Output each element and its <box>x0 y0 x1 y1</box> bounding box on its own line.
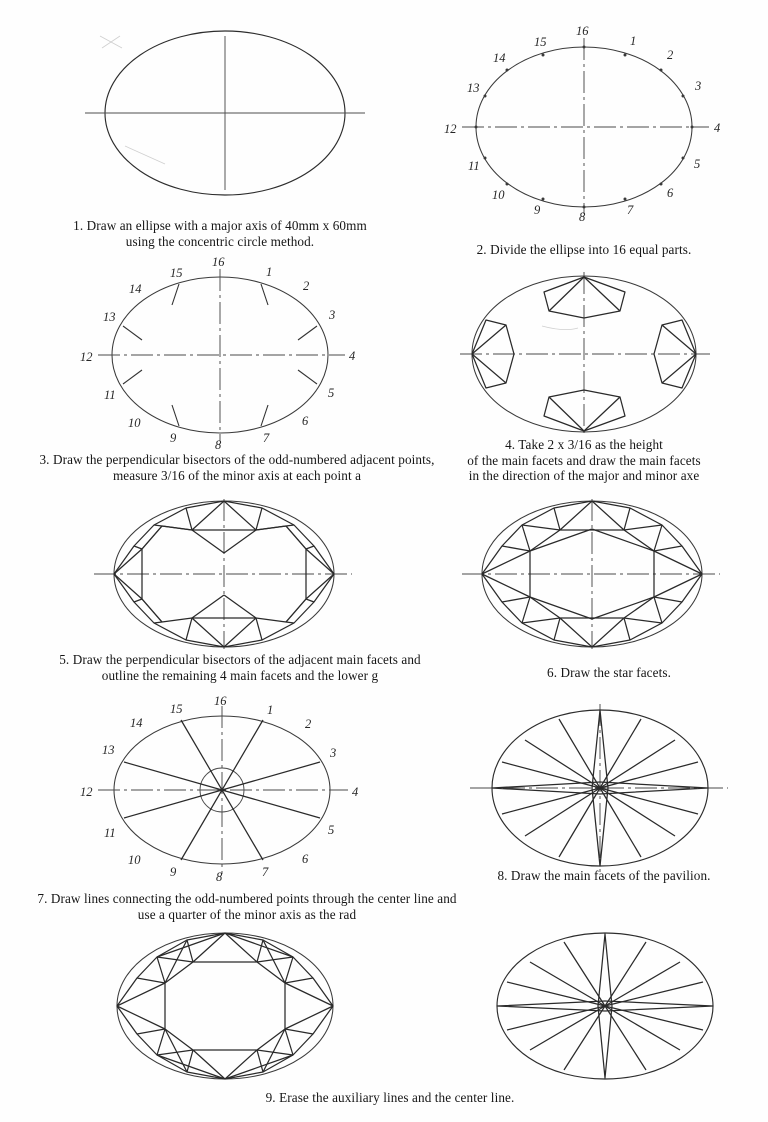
figure-step-6 <box>432 496 762 651</box>
label-8: 8 <box>216 870 223 884</box>
division-point-10 <box>506 183 509 186</box>
division-point-6 <box>660 183 663 186</box>
label-12: 12 <box>444 122 457 136</box>
table-outline <box>165 962 285 1050</box>
facet-edge-g <box>306 546 334 574</box>
label-11: 11 <box>104 826 116 840</box>
label-9: 9 <box>170 431 177 445</box>
caption-step-9 <box>180 1090 600 1106</box>
label-7: 7 <box>263 431 270 445</box>
ray-10 <box>530 1006 605 1050</box>
ray-15 <box>564 942 605 1006</box>
division-point-2 <box>660 69 663 72</box>
caption-step-9-line-1: 9. Erase the auxiliary lines and the center line. <box>265 1090 515 1105</box>
label-6: 6 <box>302 852 309 866</box>
figure-step-5 <box>62 496 392 651</box>
tick-point-5 <box>298 370 317 384</box>
ray-9 <box>559 788 600 857</box>
pencil-smudge <box>542 326 578 330</box>
main-facet-bottom-ribs <box>549 397 620 431</box>
pavilion-ray-lines <box>497 934 713 1078</box>
ray-6 <box>605 1006 680 1050</box>
pencil-smudge-bottomleft <box>125 146 165 164</box>
label-4: 4 <box>352 785 359 799</box>
ellipse-16-divisions-svg <box>424 22 754 222</box>
division-point-16 <box>583 46 586 49</box>
pavilion-main-facets-svg <box>440 700 768 865</box>
facet-right <box>285 983 333 1029</box>
facet-edge-d <box>224 618 294 647</box>
facet-edge-f <box>114 574 142 602</box>
division-point-3 <box>682 95 685 98</box>
label-14: 14 <box>129 282 142 296</box>
caption-step-8-line-1: 8. Draw the main facets of the pavilion. <box>497 868 711 883</box>
label-2: 2 <box>303 279 310 293</box>
division-point-5 <box>682 157 685 160</box>
plain-ellipse-with-axes-svg <box>60 18 390 208</box>
label-14: 14 <box>493 51 506 65</box>
label-6: 6 <box>667 186 674 200</box>
label-1: 1 <box>630 34 637 48</box>
caption-step-1-line-2: using the concentric circle method. <box>125 233 315 249</box>
facet-rib-right <box>285 978 313 1034</box>
label-9: 9 <box>170 865 177 879</box>
caption-step-4-line-2: of the main facets and draw the main facets <box>467 452 701 468</box>
tick-point-1 <box>261 284 268 305</box>
label-3: 3 <box>329 308 336 322</box>
facet-edge-a <box>154 501 224 530</box>
division-number-labels <box>444 24 720 224</box>
label-5: 5 <box>694 157 701 171</box>
facet-rib-top <box>187 940 263 962</box>
label-1: 1 <box>267 703 274 717</box>
main-facet-top <box>544 277 625 318</box>
finished-pavilion-svg <box>445 928 768 1083</box>
ray-3 <box>605 982 703 1006</box>
odd-point-diagonals-svg <box>62 694 392 884</box>
ray-2 <box>600 740 675 788</box>
caption-step-4 <box>400 437 768 484</box>
caption-step-3-line-2: measure 3/16 of the minor axis at each point a <box>112 467 362 483</box>
caption-step-4-line-3: in the direction of the major and minor axe <box>468 468 700 483</box>
girdle-polygon <box>117 933 333 1079</box>
tick-point-11 <box>123 370 142 384</box>
facet-upper-right <box>257 957 293 983</box>
outer-girdle-outline <box>117 933 333 1079</box>
facet-upper-left <box>157 957 193 983</box>
label-13: 13 <box>467 81 480 95</box>
figure-step-4 <box>424 266 754 441</box>
caption-step-1-line-1: 1. Draw an ellipse with a major axis of 40mm x 60mm <box>73 218 367 233</box>
ray-7 <box>600 788 641 857</box>
label-13: 13 <box>103 310 116 324</box>
ray-9 <box>564 1006 605 1070</box>
ellipse-outline <box>117 933 333 1079</box>
caption-step-5-line-1: 5. Draw the perpendicular bisectors of the adjacent main facets and <box>59 652 421 667</box>
ray-8 <box>598 1006 612 1078</box>
division-point-12 <box>475 126 478 129</box>
caption-step-1 <box>20 218 420 249</box>
ray-10 <box>525 788 600 836</box>
facet-rib-left <box>137 978 165 1034</box>
figure-step-3 <box>60 255 390 450</box>
ellipse-bisector-ticks-svg <box>60 255 390 450</box>
label-16: 16 <box>214 694 227 708</box>
facet-lower-left <box>157 1029 193 1055</box>
label-16: 16 <box>212 255 225 269</box>
ray-5 <box>605 1006 703 1030</box>
star-facets-svg <box>432 496 762 651</box>
ray-7 <box>605 1006 646 1070</box>
four-main-facets-svg <box>424 266 754 441</box>
facet-lower-right <box>257 1029 293 1055</box>
ray-6 <box>600 788 675 836</box>
ray-13 <box>507 982 605 1006</box>
ray-1 <box>600 719 641 788</box>
label-10: 10 <box>492 188 505 202</box>
facet-edge-c <box>154 618 224 647</box>
ray-15 <box>559 719 600 788</box>
figure-step-7 <box>62 694 392 884</box>
ray-2 <box>605 962 680 1006</box>
caption-step-5-line-2: outline the remaining 4 main facets and the lower g <box>101 667 379 683</box>
division-point-4 <box>691 126 694 129</box>
label-2: 2 <box>305 717 312 731</box>
label-1: 1 <box>266 265 273 279</box>
caption-step-7-line-1: 7. Draw lines connecting the odd-numbered points through the center line and <box>37 891 457 906</box>
division-point-1 <box>624 54 627 57</box>
label-14: 14 <box>130 716 143 730</box>
label-15: 15 <box>534 35 547 49</box>
label-11: 11 <box>104 388 116 402</box>
division-point-11 <box>484 157 487 160</box>
tick-point-15 <box>172 284 179 305</box>
label-13: 13 <box>102 743 115 757</box>
eight-main-facets-svg <box>62 496 392 651</box>
label-12: 12 <box>80 785 93 799</box>
label-8: 8 <box>579 210 586 224</box>
ray-14 <box>530 962 605 1006</box>
label-10: 10 <box>128 853 141 867</box>
division-point-13 <box>484 95 487 98</box>
caption-step-6-line-1: 6. Draw the star facets. <box>547 665 671 680</box>
label-8: 8 <box>215 438 222 452</box>
crown-facet-lines <box>117 933 333 1079</box>
figure-step-2 <box>424 22 754 222</box>
label-9: 9 <box>534 203 541 217</box>
facet-left <box>117 983 165 1029</box>
label-5: 5 <box>328 386 335 400</box>
label-4: 4 <box>714 121 721 135</box>
caption-step-8 <box>440 868 768 884</box>
caption-step-4-line-1: 4. Take 2 x 3/16 as the height <box>505 437 663 452</box>
division-point-7 <box>624 198 627 201</box>
caption-step-6 <box>450 665 768 681</box>
caption-step-5 <box>10 652 470 683</box>
label-12: 12 <box>80 350 93 364</box>
facet-rib-bottom <box>187 1050 263 1072</box>
ray-1 <box>605 942 646 1006</box>
ray-14 <box>525 740 600 788</box>
label-15: 15 <box>170 266 183 280</box>
division-point-8 <box>583 206 586 209</box>
caption-step-3-line-1: 3. Draw the perpendicular bisectors of the odd-numbered adjacent points, <box>39 452 435 467</box>
table-octagon <box>165 962 285 1050</box>
tick-point-7 <box>261 405 268 426</box>
label-11: 11 <box>468 159 480 173</box>
label-3: 3 <box>330 746 337 760</box>
facet-edge-h <box>306 574 334 602</box>
figure-step-9-pavilion <box>445 928 768 1083</box>
figure-step-8 <box>440 700 768 865</box>
caption-step-7 <box>2 891 492 922</box>
label-7: 7 <box>627 203 634 217</box>
label-16: 16 <box>576 24 589 38</box>
label-7: 7 <box>262 865 269 879</box>
figure-step-1 <box>60 18 390 208</box>
facet-edge-b <box>224 501 294 530</box>
main-facet-top-ribs <box>549 277 620 311</box>
division-point-15 <box>542 54 545 57</box>
pencil-smudge-topleft-2 <box>102 36 120 48</box>
label-5: 5 <box>328 823 335 837</box>
division-point-14 <box>506 69 509 72</box>
division-number-labels <box>80 255 355 452</box>
label-10: 10 <box>128 416 141 430</box>
label-6: 6 <box>302 414 309 428</box>
division-point-9 <box>542 198 545 201</box>
facet-edge-e <box>114 546 142 574</box>
label-3: 3 <box>695 79 702 93</box>
ray-16 <box>598 934 612 1006</box>
label-2: 2 <box>667 48 674 62</box>
finished-crown-svg <box>65 928 395 1083</box>
main-facet-bottom <box>544 390 625 431</box>
ray-11 <box>507 1006 605 1030</box>
tick-point-9 <box>172 405 179 426</box>
label-4: 4 <box>349 349 356 363</box>
figure-step-9-crown <box>65 928 395 1083</box>
tick-point-13 <box>123 326 142 340</box>
label-15: 15 <box>170 702 183 716</box>
caption-step-2-line-1: 2. Divide the ellipse into 16 equal parts. <box>476 242 692 257</box>
tick-point-3 <box>298 326 317 340</box>
caption-step-2 <box>400 242 768 258</box>
caption-step-7-line-2: use a quarter of the minor axis as the rad <box>137 906 357 922</box>
